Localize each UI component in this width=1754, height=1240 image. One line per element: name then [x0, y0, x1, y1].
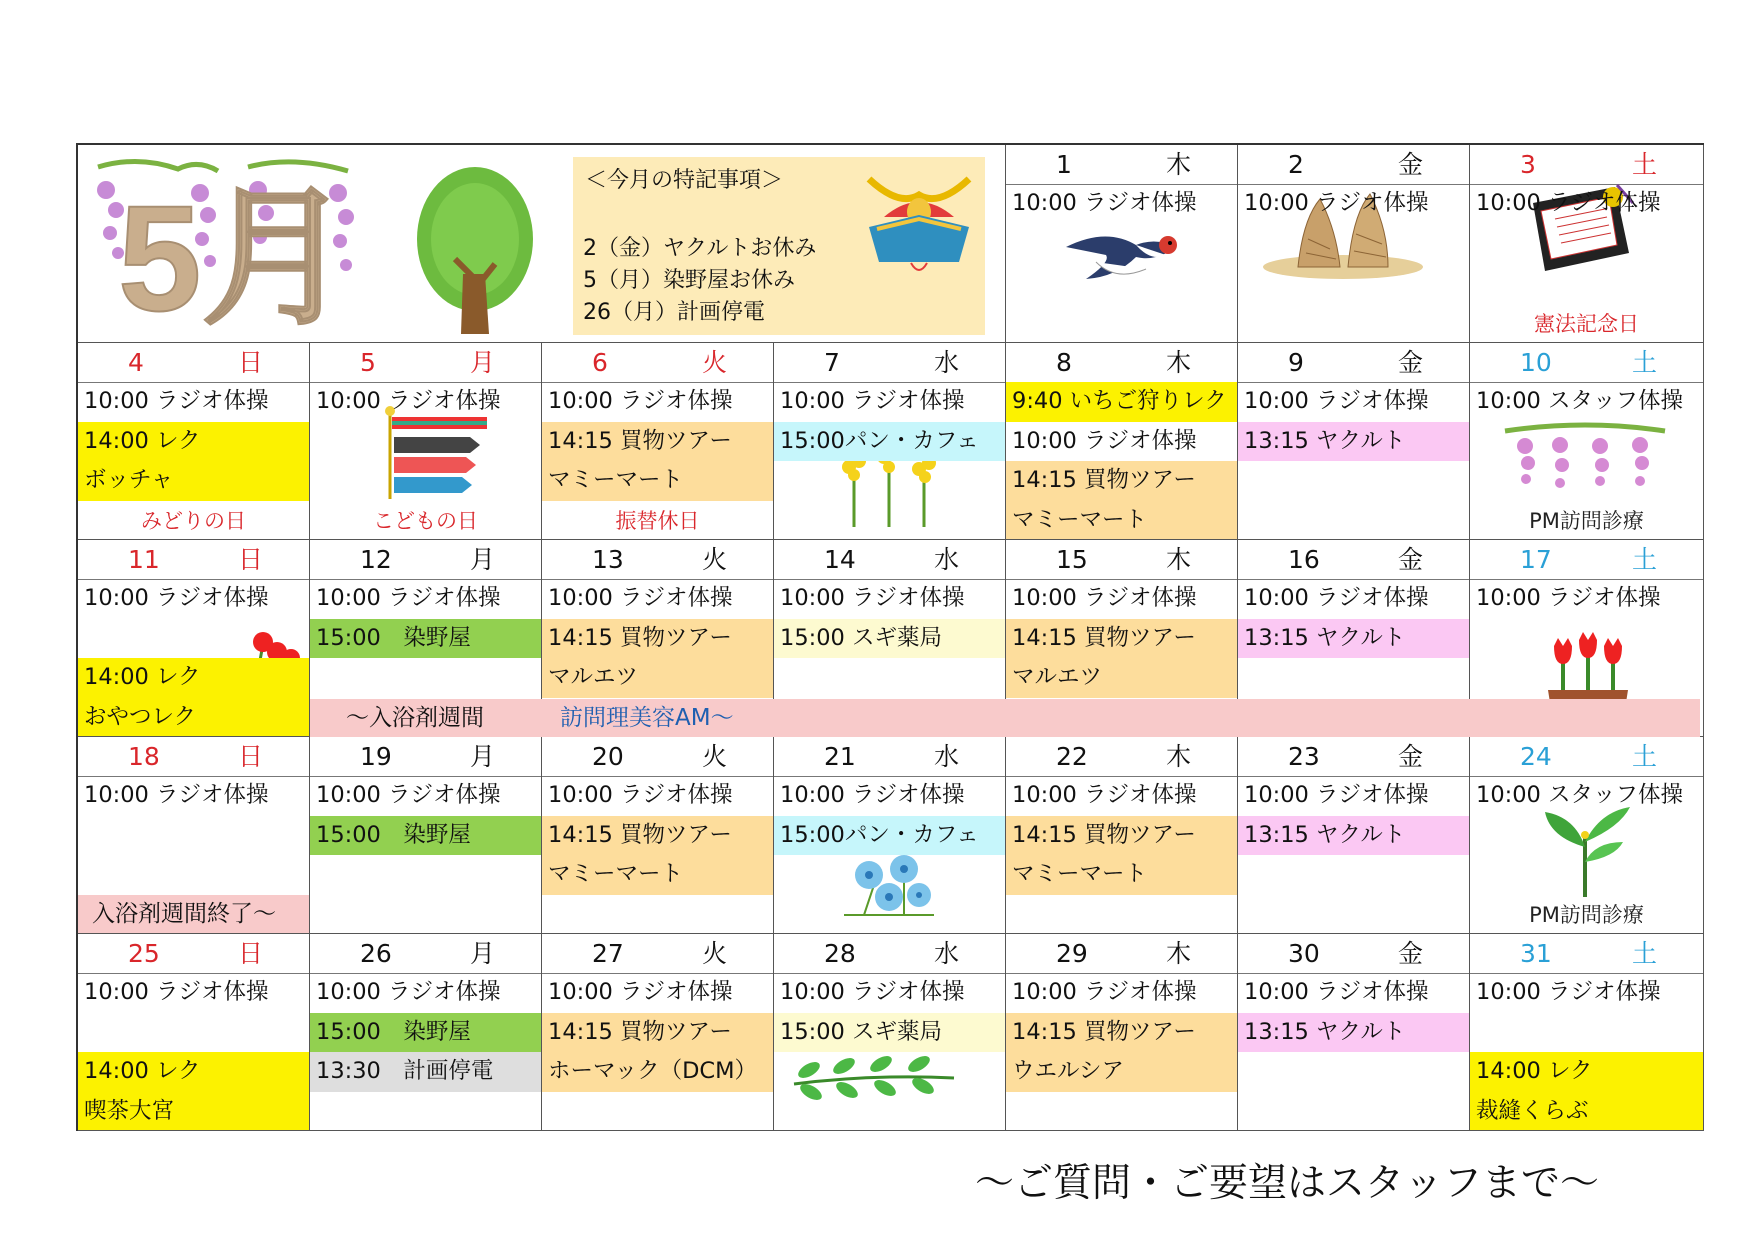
- event-line: 15:00パン・カフェ: [774, 816, 1005, 856]
- event-line: 10:00 ラジオ体操: [1476, 190, 1661, 216]
- day-cell-7: [774, 343, 1006, 540]
- weekday-label: 水: [933, 545, 959, 574]
- event-line: 14:15 買物ツアー: [1006, 619, 1237, 659]
- event-list: [1470, 382, 1703, 422]
- day-cell-25: [78, 934, 310, 1131]
- day-header: [310, 540, 541, 580]
- event-list: [1238, 579, 1469, 658]
- weekday-label: 月: [469, 742, 495, 771]
- day-cell-19: [310, 737, 542, 934]
- event-line: 10:00 ラジオ体操: [84, 979, 269, 1005]
- event-spacer: [78, 619, 309, 659]
- event-list: [78, 973, 309, 1131]
- event-list: [774, 776, 1005, 855]
- event-list: [1470, 776, 1703, 816]
- day-number: 8: [1056, 348, 1072, 377]
- event-line: 喫茶大宮: [78, 1092, 309, 1132]
- calendar-grid: [76, 143, 1704, 1131]
- event-line: 13:15 ヤクルト: [1238, 619, 1469, 659]
- bath-week-end-band: 入浴剤週間終了～: [78, 895, 309, 933]
- day-header: [78, 540, 309, 580]
- day-note: 振替休日: [615, 509, 700, 533]
- day-header: [542, 934, 773, 974]
- nemophila-icon: [834, 845, 944, 925]
- day-number: 30: [1288, 939, 1320, 968]
- bath-week-band: [310, 699, 1700, 737]
- event-line: 14:00 レク: [78, 658, 309, 698]
- event-line: 10:00 ラジオ体操: [84, 782, 269, 808]
- event-line: 15:00 染野屋: [310, 816, 541, 856]
- weekday-label: 金: [1397, 939, 1423, 968]
- day-header: [774, 540, 1005, 580]
- event-list: [310, 973, 541, 1092]
- event-list: [1238, 184, 1469, 224]
- event-line: 10:00 ラジオ体操: [316, 979, 501, 1005]
- event-line: 14:15 買物ツアー: [542, 1013, 773, 1053]
- weekday-label: 土: [1631, 742, 1657, 771]
- day-cell-24: [1470, 737, 1704, 934]
- event-list: [1470, 184, 1703, 224]
- day-number: 28: [824, 939, 856, 968]
- event-list: [1238, 973, 1469, 1052]
- event-line: 10:00 ラジオ体操: [1244, 388, 1429, 414]
- event-line: 10:00 ラジオ体操: [1476, 585, 1661, 611]
- day-number: 6: [592, 348, 608, 377]
- day-number: 31: [1520, 939, 1552, 968]
- day-number: 25: [128, 939, 160, 968]
- event-line: 15:00 染野屋: [310, 1013, 541, 1053]
- day-cell-6: [542, 343, 774, 540]
- event-line: 10:00 ラジオ体操: [780, 782, 965, 808]
- event-line: 10:00 ラジオ体操: [1244, 979, 1429, 1005]
- event-line: 10:00 ラジオ体操: [548, 782, 733, 808]
- event-spacer: [78, 1013, 309, 1053]
- day-cell-28: [774, 934, 1006, 1131]
- event-line: 10:00 ラジオ体操: [780, 979, 965, 1005]
- event-line: 13:30 計画停電: [310, 1052, 541, 1092]
- day-number: 20: [592, 742, 624, 771]
- event-line: 10:00 ラジオ体操: [316, 782, 501, 808]
- weekday-label: 水: [933, 348, 959, 377]
- event-list: [78, 382, 309, 501]
- event-list: [310, 382, 541, 422]
- event-line: 10:00 ラジオ体操: [1244, 585, 1429, 611]
- day-header: [78, 934, 309, 974]
- day-cell-11: [78, 540, 310, 737]
- day-number: 4: [128, 348, 144, 377]
- day-number: 29: [1056, 939, 1088, 968]
- event-line: 14:00 レク: [1470, 1052, 1703, 1092]
- special-note-item: 2（金）ヤクルトお休み: [583, 236, 817, 261]
- day-header: [1006, 737, 1237, 777]
- day-header: [78, 737, 309, 777]
- event-list: [774, 579, 1005, 658]
- day-note: 憲法記念日: [1534, 312, 1639, 336]
- day-number: 11: [128, 545, 160, 574]
- weekday-label: 火: [701, 348, 727, 377]
- weekday-label: 火: [701, 545, 727, 574]
- day-note: こどもの日: [373, 509, 478, 533]
- event-line: 15:00パン・カフェ: [774, 422, 1005, 462]
- day-cell-30: [1238, 934, 1470, 1131]
- weekday-label: 日: [237, 348, 263, 377]
- day-number: 12: [360, 545, 392, 574]
- event-line: 13:15 ヤクルト: [1238, 816, 1469, 856]
- weekday-label: 火: [701, 939, 727, 968]
- month-title-art: [78, 145, 558, 343]
- event-list: [542, 776, 773, 895]
- day-header: [1238, 737, 1469, 777]
- day-header: [78, 343, 309, 383]
- weekday-label: 木: [1165, 150, 1191, 179]
- event-list: [1006, 382, 1237, 540]
- event-list: [310, 776, 541, 855]
- event-list: [78, 776, 309, 816]
- event-list: [542, 579, 773, 698]
- day-header: [1470, 540, 1703, 580]
- weekday-label: 月: [469, 939, 495, 968]
- day-number: 2: [1288, 150, 1304, 179]
- weekday-label: 金: [1397, 742, 1423, 771]
- day-cell-18: [78, 737, 310, 934]
- weekday-label: 土: [1631, 150, 1657, 179]
- event-line: 10:00 ラジオ体操: [1244, 782, 1429, 808]
- day-number: 5: [360, 348, 376, 377]
- day-number: 3: [1520, 150, 1536, 179]
- special-notes-title: ＜今月の特記事項＞: [585, 168, 784, 193]
- day-number: 24: [1520, 742, 1552, 771]
- event-line: 10:00 ラジオ体操: [1012, 782, 1197, 808]
- day-number: 13: [592, 545, 624, 574]
- day-cell-26: [310, 934, 542, 1131]
- event-line: 10:00 ラジオ体操: [316, 585, 501, 611]
- day-number: 16: [1288, 545, 1320, 574]
- day-header: [1006, 343, 1237, 383]
- event-line: マルエツ: [542, 658, 773, 698]
- event-line: ボッチャ: [78, 461, 309, 501]
- event-line: 10:00 ラジオ体操: [1012, 585, 1197, 611]
- day-number: 27: [592, 939, 624, 968]
- day-header: [1238, 934, 1469, 974]
- weekday-label: 木: [1165, 742, 1191, 771]
- day-number: 9: [1288, 348, 1304, 377]
- event-line: 13:15 ヤクルト: [1238, 422, 1469, 462]
- day-header: [310, 934, 541, 974]
- weekday-label: 日: [237, 939, 263, 968]
- day-header: [1238, 145, 1469, 185]
- event-line: 14:15 買物ツアー: [542, 619, 773, 659]
- day-note: みどりの日: [141, 509, 246, 533]
- hair-salon-label: 訪問理美容AM～: [560, 705, 734, 731]
- day-number: 21: [824, 742, 856, 771]
- day-cell-2: [1238, 145, 1470, 343]
- calendar-header-area: [78, 145, 1006, 343]
- event-line: 10:00 ラジオ体操: [780, 388, 965, 414]
- event-line: マルエツ: [1006, 658, 1237, 698]
- day-cell-31: [1470, 934, 1704, 1131]
- event-line: 14:00 レク: [78, 422, 309, 462]
- event-list: [1006, 973, 1237, 1092]
- day-cell-29: [1006, 934, 1238, 1131]
- day-number: 14: [824, 545, 856, 574]
- weekday-label: 金: [1397, 348, 1423, 377]
- event-list: [1238, 382, 1469, 461]
- day-header: [1006, 540, 1237, 580]
- event-line: 10:00 ラジオ体操: [548, 388, 733, 414]
- day-header: [310, 343, 541, 383]
- day-cell-1: [1006, 145, 1238, 343]
- event-line: おやつレク: [78, 698, 309, 738]
- day-cell-5: [310, 343, 542, 540]
- event-line: 10:00 ラジオ体操: [1476, 979, 1661, 1005]
- event-list: [1006, 776, 1237, 895]
- day-header: [1470, 343, 1703, 383]
- weekday-label: 土: [1631, 545, 1657, 574]
- weekday-label: 月: [469, 545, 495, 574]
- day-header: [1238, 540, 1469, 580]
- day-number: 17: [1520, 545, 1552, 574]
- event-line: 14:15 買物ツアー: [1006, 816, 1237, 856]
- event-line: 10:00 ラジオ体操: [1012, 979, 1197, 1005]
- day-note: PM訪問診療: [1529, 903, 1644, 927]
- day-cell-27: [542, 934, 774, 1131]
- weekday-label: 火: [701, 742, 727, 771]
- day-header: [774, 934, 1005, 974]
- event-line: 9:40 いちご狩りレク: [1006, 382, 1237, 422]
- event-list: [542, 382, 773, 501]
- day-number: 26: [360, 939, 392, 968]
- event-line: 10:00 ラジオ体操: [84, 585, 269, 611]
- event-line: 13:15 ヤクルト: [1238, 1013, 1469, 1053]
- day-header: [542, 343, 773, 383]
- special-note-item: 5（月）染野屋お休み: [583, 268, 795, 293]
- special-note-item: 26（月）計画停電: [583, 300, 765, 325]
- event-list: [1006, 184, 1237, 224]
- day-cell-10: [1470, 343, 1704, 540]
- event-line: マミーマート: [542, 855, 773, 895]
- kabuto-helmet-icon: [859, 167, 979, 277]
- event-line: 10:00 ラジオ体操: [780, 585, 965, 611]
- event-list: [774, 382, 1005, 461]
- day-header: [1470, 737, 1703, 777]
- day-cell-22: [1006, 737, 1238, 934]
- weekday-label: 日: [237, 742, 263, 771]
- event-list: [1470, 579, 1703, 619]
- leaf-branch-icon: [789, 1054, 959, 1108]
- wisteria-icon: [1500, 421, 1670, 505]
- weekday-label: 日: [237, 545, 263, 574]
- event-list: [78, 579, 309, 737]
- day-header: [1238, 343, 1469, 383]
- event-spacer: [1470, 1013, 1703, 1053]
- weekday-label: 木: [1165, 348, 1191, 377]
- event-line: 10:00 ラジオ体操: [1012, 427, 1197, 454]
- event-line: ウエルシア: [1006, 1052, 1237, 1092]
- weekday-label: 金: [1397, 545, 1423, 574]
- event-list: [1470, 973, 1703, 1131]
- day-header: [774, 343, 1005, 383]
- weekday-label: 水: [933, 939, 959, 968]
- day-header: [1470, 145, 1703, 185]
- weekday-label: 木: [1165, 939, 1191, 968]
- day-cell-9: [1238, 343, 1470, 540]
- weekday-label: 木: [1165, 545, 1191, 574]
- event-line: マミーマート: [1006, 501, 1237, 541]
- day-note: PM訪問診療: [1529, 509, 1644, 533]
- event-line: 14:15 買物ツアー: [542, 816, 773, 856]
- event-line: 14:15 買物ツアー: [1006, 461, 1237, 501]
- weekday-label: 金: [1397, 150, 1423, 179]
- event-line: 10:00 ラジオ体操: [1012, 190, 1197, 216]
- day-number: 7: [824, 348, 840, 377]
- day-number: 22: [1056, 742, 1088, 771]
- special-notes-box: [573, 157, 985, 335]
- weekday-label: 土: [1631, 348, 1657, 377]
- day-header: [1006, 934, 1237, 974]
- event-list: [1006, 579, 1237, 698]
- day-cell-21: [774, 737, 1006, 934]
- day-cell-20: [542, 737, 774, 934]
- event-line: ホーマック（DCM）: [542, 1052, 773, 1092]
- event-line: 15:00 スギ薬局: [774, 619, 1005, 659]
- day-number: 18: [128, 742, 160, 771]
- event-line: 裁縫くらぶ: [1470, 1092, 1703, 1132]
- weekday-label: 月: [469, 348, 495, 377]
- day-number: 23: [1288, 742, 1320, 771]
- tree-icon: [417, 167, 533, 334]
- event-line: 14:15 買物ツアー: [542, 422, 773, 462]
- event-line: 10:00 ラジオ体操: [84, 388, 269, 414]
- day-header: [310, 737, 541, 777]
- event-line: 10:00 ラジオ体操: [548, 979, 733, 1005]
- day-number: 19: [360, 742, 392, 771]
- day-cell-23: [1238, 737, 1470, 934]
- event-line: マミーマート: [1006, 855, 1237, 895]
- bath-week-start-label: ～入浴剤週間: [346, 705, 484, 731]
- green-leaves-icon: [1535, 807, 1635, 901]
- footer-message: ～ご質問・ご要望はスタッフまで～: [975, 1161, 1600, 1206]
- day-number: 15: [1056, 545, 1088, 574]
- event-line: 10:00 スタッフ体操: [1476, 782, 1683, 808]
- day-cell-4: [78, 343, 310, 540]
- event-line: 15:00 スギ薬局: [774, 1013, 1005, 1053]
- event-line: 14:15 買物ツアー: [1006, 1013, 1237, 1053]
- day-header: [774, 737, 1005, 777]
- day-header: [1006, 145, 1237, 185]
- event-list: [774, 973, 1005, 1052]
- weekday-label: 水: [933, 742, 959, 771]
- event-list: [310, 579, 541, 658]
- event-list: [542, 973, 773, 1092]
- day-cell-3: [1470, 145, 1704, 343]
- event-list: [1238, 776, 1469, 855]
- day-header: [542, 737, 773, 777]
- event-line: 10:00 ラジオ体操: [548, 585, 733, 611]
- event-line: 14:00 レク: [78, 1052, 309, 1092]
- day-header: [542, 540, 773, 580]
- day-number: 1: [1056, 150, 1072, 179]
- day-header: [1470, 934, 1703, 974]
- event-line: マミーマート: [542, 461, 773, 501]
- month-title: 5月: [118, 174, 352, 342]
- event-line: 10:00 スタッフ体操: [1476, 388, 1683, 414]
- event-line: 10:00 ラジオ体操: [1244, 190, 1429, 216]
- event-line: 15:00 染野屋: [310, 619, 541, 659]
- day-number: 10: [1520, 348, 1552, 377]
- day-cell-8: [1006, 343, 1238, 540]
- weekday-label: 土: [1631, 939, 1657, 968]
- event-line: 10:00 ラジオ体操: [316, 388, 501, 414]
